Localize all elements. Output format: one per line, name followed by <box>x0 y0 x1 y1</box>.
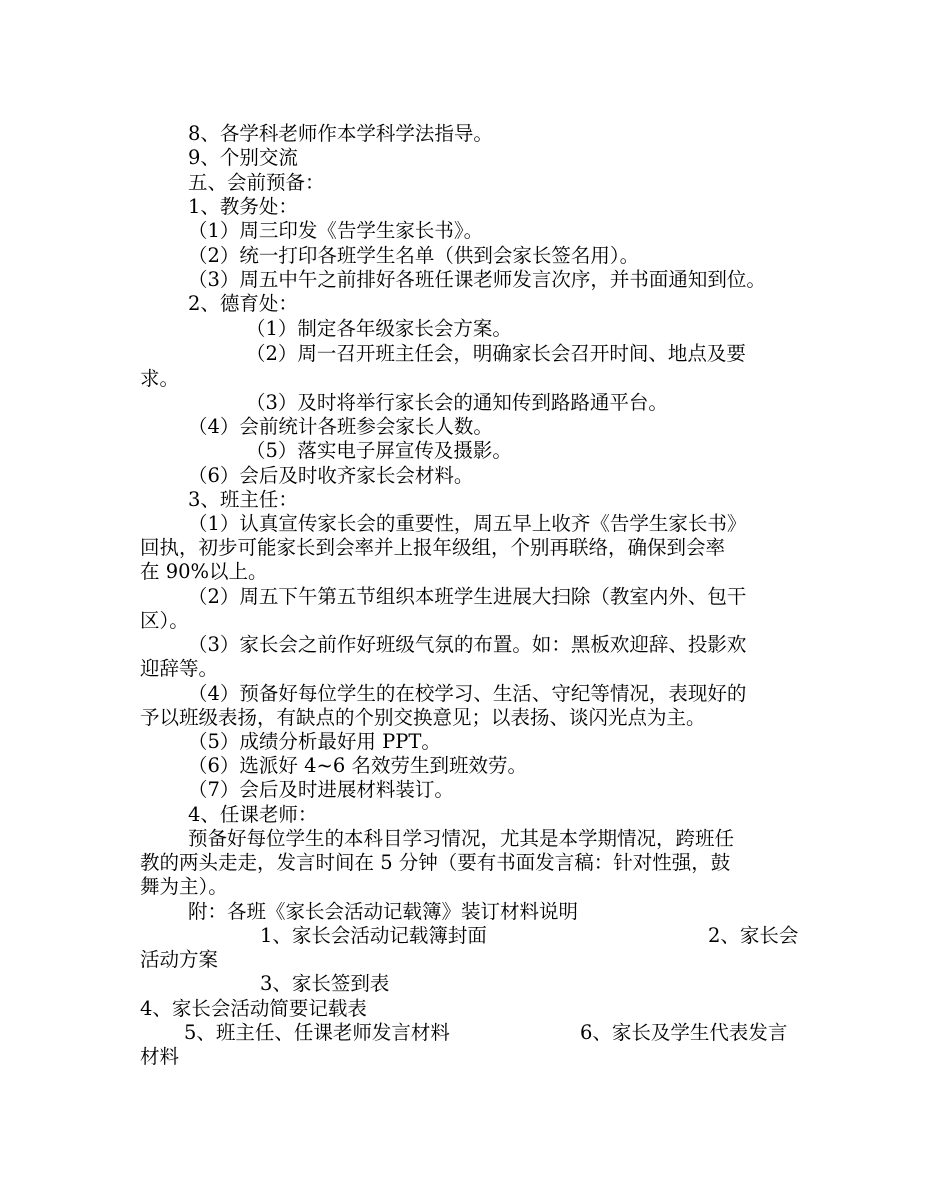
text-line: （6）会后及时收齐家长会材料。 <box>188 464 474 487</box>
text-line: （2）周五下午第五节组织本班学生进展大扫除（教室内外、包干 <box>188 585 747 608</box>
text-line: 4、任课老师： <box>188 803 318 826</box>
text-line: 2、家长会 <box>708 924 799 947</box>
text-line: 4、家长会活动简要记载表 <box>140 997 367 1020</box>
text-line: （1）制定各年级家长会方案。 <box>246 317 512 340</box>
text-line: 1、教务处： <box>188 195 298 218</box>
text-line: 舞为主）。 <box>140 875 228 898</box>
text-line: 迎辞等。 <box>140 657 219 680</box>
text-line: 回执，初步可能家长到会率并上报年级组，个别再联络，确保到会率 <box>140 536 726 559</box>
text-line: （6）选派好 4~6 名效劳生到班效劳。 <box>188 754 527 777</box>
text-line: （3）家长会之前作好班级气氛的布置。如：黑板欢迎辞、投影欢 <box>188 633 747 656</box>
text-line: 在 90%以上。 <box>140 560 268 583</box>
text-line: （4）预备好每位学生的在校学习、生活、守纪等情况，表现好的 <box>188 682 747 705</box>
text-line: 2、德育处： <box>188 292 298 315</box>
text-line: 1、家长会活动记载簿封面 <box>260 924 487 947</box>
text-line: 求。 <box>140 367 180 390</box>
text-line: （1）认真宣传家长会的重要性，周五早上收齐《告学生家长书》 <box>188 512 747 535</box>
text-line: 预备好每位学生的本科目学习情况，尤其是本学期情况，跨班任 <box>188 827 735 850</box>
text-line: 5、班主任、任课老师发言材料 <box>184 1021 450 1044</box>
text-line: （3）周五中午之前排好各班任课老师发言次序，并书面通知到位。 <box>188 268 766 291</box>
text-line: 3、家长签到表 <box>260 972 390 995</box>
text-line: 五、会前预备： <box>188 171 325 194</box>
text-line: 8、各学科老师作本学科学法指导。 <box>188 122 493 145</box>
text-line: 予以班级表扬，有缺点的个别交换意见；以表扬、谈闪光点为主。 <box>140 706 706 729</box>
text-line: 6、家长及学生代表发言 <box>580 1021 788 1044</box>
text-line: （1）周三印发《告学生家长书》。 <box>188 219 484 242</box>
text-line: （5）成绩分析最好用 PPT。 <box>188 730 441 753</box>
text-line: （5）落实电子屏宣传及摄影。 <box>246 439 512 462</box>
text-line: 附：各班《家长会活动记载簿》装订材料说明 <box>188 900 579 923</box>
text-line: （3）及时将举行家长会的通知传到路路通平台。 <box>246 391 668 414</box>
text-line: 材料 <box>140 1045 180 1068</box>
text-line: （7）会后及时进展材料装订。 <box>188 778 454 801</box>
text-line: 教的两头走走，发言时间在 5 分钟（要有书面发言稿：针对性强，鼓 <box>140 851 731 874</box>
text-line: 9、个别交流 <box>188 146 298 169</box>
text-line: （2）统一打印各班学生名单（供到会家长签名用）。 <box>188 244 640 267</box>
text-line: 活动方案 <box>140 948 219 971</box>
text-line: 区）。 <box>140 609 189 632</box>
text-line: （2）周一召开班主任会，明确家长会召开时间、地点及要 <box>246 342 746 365</box>
text-line: （4）会前统计各班参会家长人数。 <box>188 415 493 438</box>
text-line: 3、班主任： <box>188 488 298 511</box>
